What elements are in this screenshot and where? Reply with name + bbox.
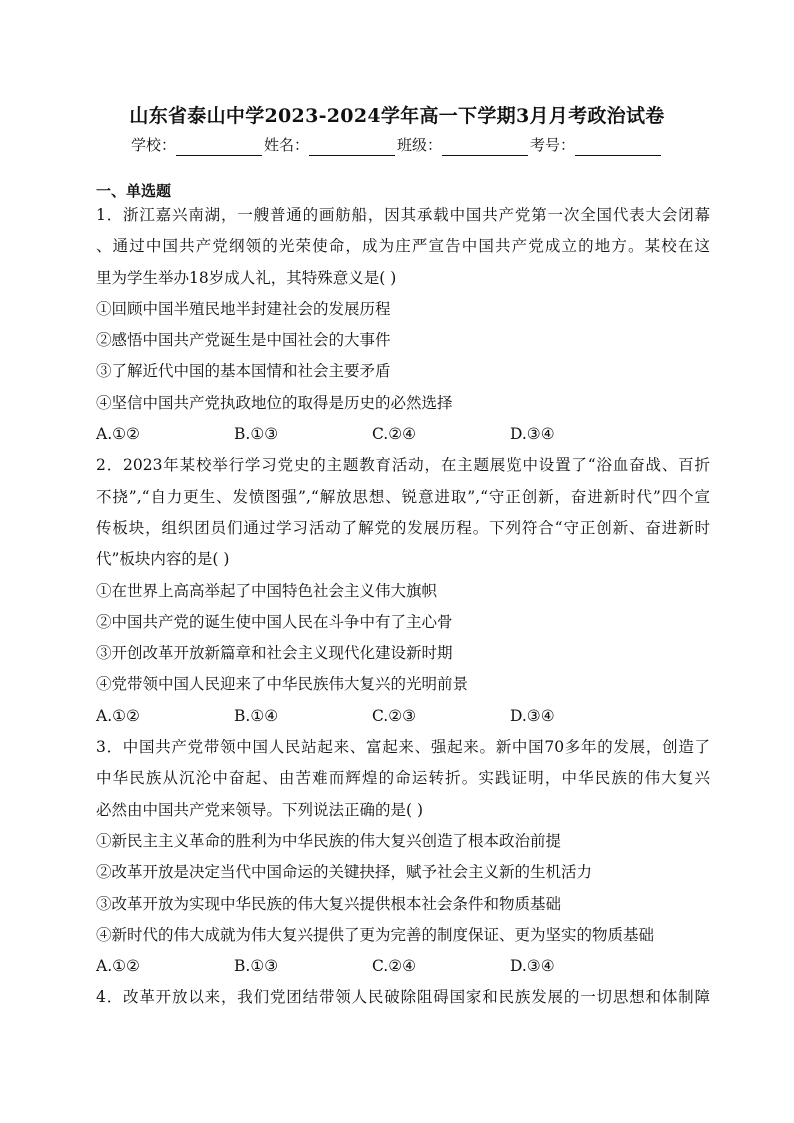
name-blank — [309, 139, 395, 156]
class-label: 班级： — [397, 136, 443, 154]
question-stem-line: 2．2023年某校举行学习党史的主题教育活动，在主题展览中设置了“浴血奋战、百折 — [96, 456, 710, 475]
question-stem-line: 不挠”,“自力更生、发愤图强”,“解放思想、锐意进取”,“守正创新，奋进新时代”四个宣 — [96, 487, 710, 506]
question-stem-line: 代”板块内容的是( ) — [96, 550, 230, 569]
statement-option: ②改革开放是决定当代中国命运的关键抉择，赋予社会主义新的生机活力 — [96, 863, 593, 882]
choice-a: A.①② — [96, 706, 140, 725]
question-3 — [96, 732, 710, 982]
question-stem-line: 4．改革开放以来，我们党团结带领人民破除阻碍国家和民族发展的一切思想和体制障 — [96, 988, 710, 1007]
statement-option: ③改革开放为实现中华民族的伟大复兴提供根本社会条件和物质基础 — [96, 894, 562, 913]
student-info-row — [0, 134, 794, 156]
section-title: 一、单选题 — [96, 182, 172, 200]
statement-option: ③开创改革开放新篇章和社会主义现代化建设新时期 — [96, 644, 453, 663]
statement-option: ③了解近代中国的基本国情和社会主要矛盾 — [96, 362, 391, 381]
question-stem-line: 3．中国共产党带领中国人民站起来、富起来、强起来。新中国70多年的发展，创造了 — [96, 738, 710, 757]
statement-option: ②感悟中国共产党诞生是中国社会的大事件 — [96, 331, 391, 350]
choice-b: B.①④ — [234, 706, 279, 725]
choice-c: C.②③ — [372, 706, 417, 725]
question-stem-line: 、通过中国共产党纲领的光荣使命，成为庄严宣告中国共产党成立的地方。某校在这 — [96, 237, 710, 256]
answer-choices — [96, 701, 710, 732]
choice-d: D.③④ — [510, 425, 555, 444]
school-blank — [176, 139, 262, 156]
choice-b: B.①③ — [234, 425, 279, 444]
name-label: 姓名： — [263, 136, 309, 154]
statement-option: ②中国共产党的诞生使中国人民在斗争中有了主心骨 — [96, 612, 453, 631]
choice-a: A.①② — [96, 957, 140, 976]
choice-c: C.②④ — [372, 957, 417, 976]
school-label: 学校： — [130, 136, 176, 154]
question-2 — [96, 450, 710, 732]
exam-title: 山东省泰山中学2023-2024学年高一下学期3月月考政治试卷 — [129, 105, 665, 127]
statement-option: ①回顾中国半殖民地半封建社会的发展历程 — [96, 299, 391, 318]
question-1 — [96, 200, 710, 450]
statement-option: ④新时代的伟大成就为伟大复兴提供了更为完善的制度保证、更为坚实的物质基础 — [96, 925, 655, 944]
choice-b: B.①③ — [234, 957, 279, 976]
question-stem-line: 1．浙江嘉兴南湖，一艘普通的画舫船，因其承载中国共产党第一次全国代表大会闭幕 — [96, 206, 710, 224]
answer-choices — [96, 951, 710, 982]
question-stem-line: 中华民族从沉沦中奋起、由苦难而辉煌的命运转折。实践证明，中华民族的伟大复兴 — [96, 769, 710, 788]
number-blank — [575, 139, 661, 156]
statement-option: ①在世界上高高举起了中国特色社会主义伟大旗帜 — [96, 581, 438, 600]
question-4 — [96, 982, 710, 1013]
choice-a: A.①② — [96, 425, 140, 444]
choice-c: C.②④ — [372, 425, 417, 444]
number-label: 考号： — [530, 136, 576, 154]
answer-choices — [96, 419, 710, 450]
choice-d: D.③④ — [510, 957, 555, 976]
statement-option: ①新民主主义革命的胜利为中华民族的伟大复兴创造了根本政治前提 — [96, 831, 562, 850]
statement-option: ④党带领中国人民迎来了中华民族伟大复兴的光明前景 — [96, 675, 469, 694]
question-stem-line: 传板块，组织团员们通过学习活动了解党的发展历程。下列符合“守正创新、奋进新时 — [96, 518, 710, 537]
question-stem-line: 里为学生举办18岁成人礼，其特殊意义是( ) — [96, 268, 397, 287]
question-stem-line: 必然由中国共产党来领导。下列说法正确的是( ) — [96, 800, 424, 819]
statement-option: ④坚信中国共产党执政地位的取得是历史的必然选择 — [96, 393, 453, 412]
class-blank — [442, 139, 528, 156]
questions-list — [96, 200, 710, 1014]
choice-d: D.③④ — [510, 706, 555, 725]
